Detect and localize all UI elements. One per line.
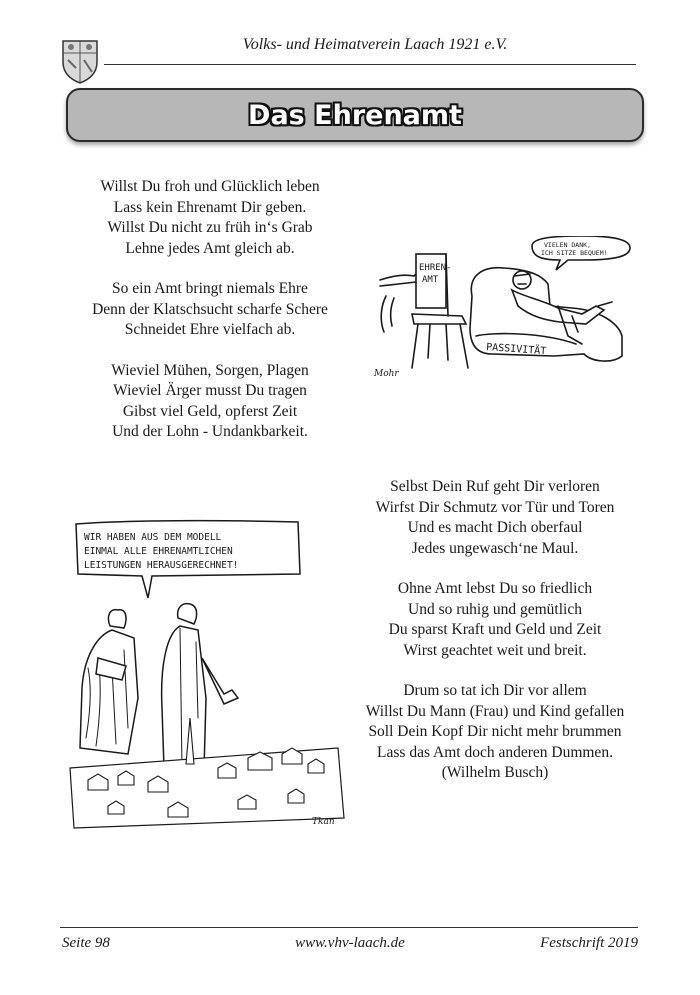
speech-line: ICH SITZE BEQUEM! xyxy=(541,249,608,257)
coat-of-arms-icon xyxy=(60,38,100,84)
publication-name: Festschrift 2019 xyxy=(540,935,638,951)
page-number: Seite 98 xyxy=(62,935,110,951)
stanza xyxy=(345,477,645,559)
artist-signature: Mohr xyxy=(374,369,399,379)
poem-line: Und so ruhig und gemütlich xyxy=(408,600,582,618)
cartoon-passivity xyxy=(372,236,637,392)
poem-line: Lass kein Ehrenamt Dir geben. xyxy=(113,198,307,216)
cartoon-model-city xyxy=(68,518,346,834)
poem-line: Drum so tat ich Dir vor allem xyxy=(403,682,587,699)
poem-line: Wirfst Dir Schmutz vor Tür und Toren xyxy=(375,498,615,516)
poem-line: Selbst Dein Ruf geht Dir verloren xyxy=(390,478,600,495)
poem-line: So ein Amt bringt niemals Ehre xyxy=(112,280,308,297)
poem-line: Wieviel Mühen, Sorgen, Plagen xyxy=(111,361,309,379)
poem-line: Und es macht Dich oberfaul xyxy=(407,519,583,536)
header-title: Volks- und Heimatverein Laach 1921 e.V. xyxy=(242,36,508,53)
poem-line: Jedes ungewasch‘ne Maul. xyxy=(411,539,579,557)
footer-divider xyxy=(60,927,638,928)
poem-line: Willst Du nicht zu früh in‘s Grab xyxy=(107,219,313,236)
header-divider xyxy=(104,64,636,65)
speech-line: EINMAL ALLE EHRENAMTLICHEN xyxy=(84,546,233,557)
stanza xyxy=(345,579,645,661)
website-url: www.vhv-laach.de xyxy=(295,935,405,951)
poem-line: Ohne Amt lebst Du so friedlich xyxy=(397,580,593,597)
chair-sign-line: AMT xyxy=(422,275,439,285)
poem-line: Lehne jedes Amt gleich ab. xyxy=(125,239,295,257)
poem-author: (Wilhelm Busch) xyxy=(441,764,549,781)
poem-line: Gibst viel Geld, opferst Zeit xyxy=(122,402,298,420)
speech-line: WIR HABEN AUS DEM MODELL xyxy=(84,532,222,543)
speech-line: VIELEN DANK, xyxy=(544,241,591,249)
poem-line: Wirst geachtet weit und breit. xyxy=(403,641,587,659)
title-banner xyxy=(66,88,644,142)
poem-line: Soll Dein Kopf Dir nicht mehr brummen xyxy=(368,723,622,740)
poem-line: Schneidet Ehre vielfach ab. xyxy=(124,321,296,338)
poem-line: Und der Lohn - Undankbarkeit. xyxy=(112,423,308,440)
speech-line: LEISTUNGEN HERAUSGERECHNET! xyxy=(84,560,239,571)
sofa-label: PASSIVITÄT xyxy=(485,342,547,358)
poem-line: Willst Du froh und Glücklich leben xyxy=(100,178,320,195)
stanza xyxy=(60,177,360,259)
stanza xyxy=(345,681,645,784)
poem-line: Du sparst Kraft und Geld und Zeit xyxy=(388,621,602,638)
poem-right-column xyxy=(345,477,645,804)
stanza xyxy=(60,279,360,341)
poem-line: Denn der Klatschsucht scharfe Schere xyxy=(92,300,328,318)
page-title: Das Ehrenamt xyxy=(248,99,462,131)
poem-line: Lass das Amt doch anderen Dummen. xyxy=(377,743,613,761)
poem-left-column xyxy=(60,177,360,463)
artist-signature: Tkan xyxy=(312,817,335,827)
poem-line: Wieviel Ärger musst Du tragen xyxy=(113,382,307,399)
chair-sign-line: EHREN- xyxy=(419,263,452,273)
poem-line: Willst Du Mann (Frau) und Kind gefallen xyxy=(365,702,625,720)
stanza xyxy=(60,361,360,443)
